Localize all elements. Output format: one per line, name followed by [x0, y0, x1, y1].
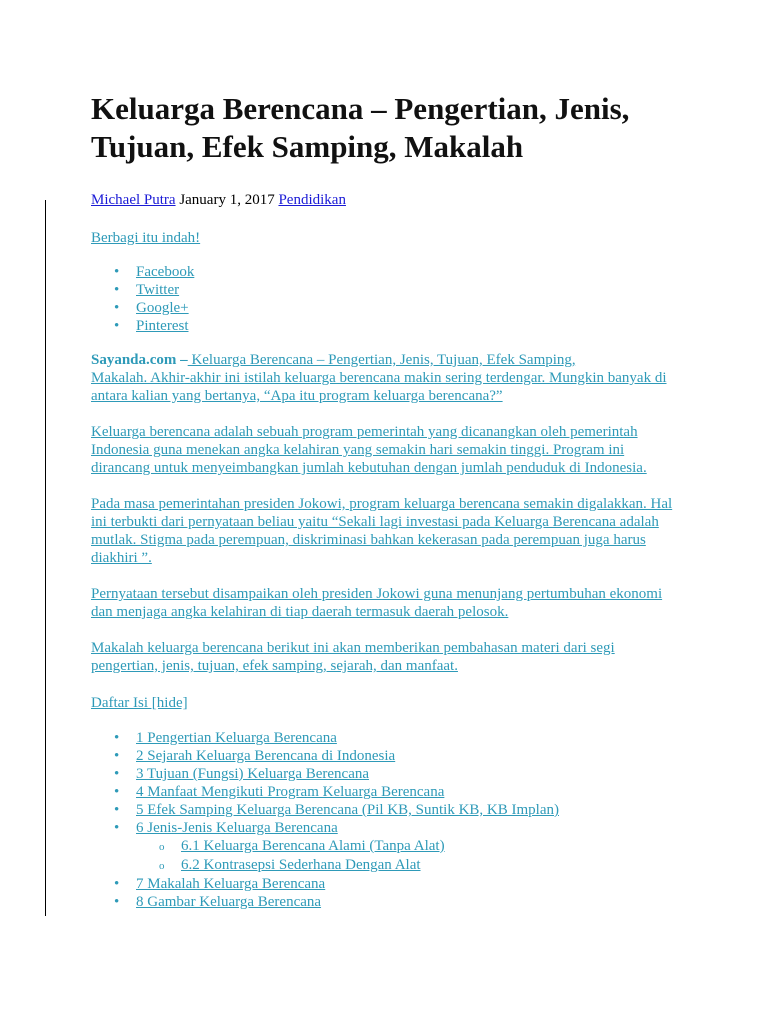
paragraph-makalah[interactable]: Makalah keluarga berencana berikut ini akan memberikan pembahasan materi dari segi pengertian, jenis, tujuan, efek samping, sejarah, dan manfaat. — [91, 640, 615, 674]
circle-bullet-icon: o — [159, 860, 165, 872]
bullet-icon: • — [114, 802, 120, 818]
toc-item[interactable] — [114, 801, 681, 819]
toc-item-label: 2 Sejarah Keluarga Berencana di Indonesia — [136, 748, 396, 764]
bullet-icon: • — [114, 730, 120, 746]
category-link[interactable]: Pendidikan — [278, 192, 346, 208]
toc-item[interactable] — [114, 729, 681, 747]
toc-item[interactable] — [114, 819, 681, 837]
intro-line-2[interactable]: Makalah. Akhir-akhir ini istilah keluarga berencana makin sering terdengar. Mungkin banyak di antara kalian yang bertanya, “Apa itu program keluarga berencana?” — [91, 370, 667, 404]
share-item-facebook[interactable]: • Facebook — [114, 264, 195, 280]
paragraph-definition[interactable]: Keluarga berencana adalah sebuah program pemerintah yang dicanangkan oleh pemerintah Indonesia guna menekan angka kelahiran yang semakin hari semakin tinggi. Program ini dirancang untuk menyeimbangkan jumlah kebutuhan dengan jumlah penduduk di Indonesia. — [91, 424, 647, 476]
toc-item[interactable] — [114, 875, 681, 893]
bullet-icon: • — [114, 264, 120, 280]
share-item-twitter[interactable]: • Twitter — [114, 282, 180, 298]
toc-item-label: 6 Jenis-Jenis Keluarga Berencana — [136, 820, 338, 836]
bullet-icon: • — [114, 894, 120, 910]
toc-item-label: 8 Gambar Keluarga Berencana — [136, 894, 322, 910]
toc-heading[interactable]: Daftar Isi [hide] — [91, 695, 188, 711]
bullet-icon: • — [114, 766, 120, 782]
bullet-icon: • — [114, 282, 120, 298]
bullet-icon: • — [114, 748, 120, 764]
toc-item[interactable] — [114, 747, 681, 765]
bullet-icon: • — [114, 876, 120, 892]
intro-paragraph — [91, 351, 681, 405]
toc-item-label: 3 Tujuan (Fungsi) Keluarga Berencana — [136, 766, 370, 782]
share-item-googleplus[interactable]: • Google+ — [114, 300, 189, 316]
table-of-contents — [114, 729, 681, 911]
toc-subitem[interactable] — [114, 856, 681, 875]
bullet-icon: • — [114, 300, 120, 316]
share-list — [114, 263, 681, 335]
toc-item-label: 4 Manfaat Mengikuti Program Keluarga Berencana — [136, 784, 445, 800]
paragraph-jokowi[interactable]: Pada masa pemerintahan presiden Jokowi, program keluarga berencana semakin digalakkan. Hal ini terbukti dari pernyataan beliau yaitu “Sekali lagi investasi pada Keluarga Berencana adalah mutlak. Stigma pada perempuan, diskriminasi bahkan kekerasan pada perempuan juga harus diakhiri ”. — [91, 496, 673, 566]
article-title: Keluarga Berencana – Pengertian, Jenis, Tujuan, Efek Samping, Makalah — [91, 91, 630, 164]
bullet-icon: • — [114, 318, 120, 334]
toc-item[interactable] — [114, 893, 681, 911]
share-heading: Berbagi itu indah! — [91, 230, 201, 246]
toc-item[interactable] — [114, 765, 681, 783]
site-brand[interactable]: Sayanda.com – — [91, 352, 188, 368]
toc-subitem[interactable] — [114, 837, 681, 856]
margin-rule — [45, 200, 46, 916]
intro-line-1[interactable]: Keluarga Berencana – Pengertian, Jenis, Tujuan, Efek Samping, — [187, 352, 576, 368]
share-item-pinterest[interactable]: • Pinterest — [114, 318, 189, 334]
toc-item-label: 1 Pengertian Keluarga Berencana — [136, 730, 337, 746]
circle-bullet-icon: o — [159, 841, 165, 853]
article-meta — [91, 190, 681, 210]
bullet-icon: • — [114, 784, 120, 800]
bullet-icon: • — [114, 820, 120, 836]
toc-item-label: 7 Makalah Keluarga Berencana — [136, 876, 326, 892]
toc-item[interactable] — [114, 783, 681, 801]
toc-item-label: 5 Efek Samping Keluarga Berencana (Pil KB, Suntik KB, KB Implan) — [136, 802, 559, 818]
toc-item-label: 6.2 Kontrasepsi Sederhana Dengan Alat — [181, 857, 421, 873]
toc-item-label: 6.1 Keluarga Berencana Alami (Tanpa Alat) — [181, 838, 445, 854]
publish-date: January 1, 2017 — [179, 192, 275, 208]
author-link[interactable]: Michael Putra — [91, 192, 176, 208]
paragraph-statement[interactable]: Pernyataan tersebut disampaikan oleh presiden Jokowi guna menunjang pertumbuhan ekonomi dan menjaga angka kelahiran di tiap daerah termasuk daerah pelosok. — [91, 586, 663, 620]
article — [91, 90, 681, 911]
